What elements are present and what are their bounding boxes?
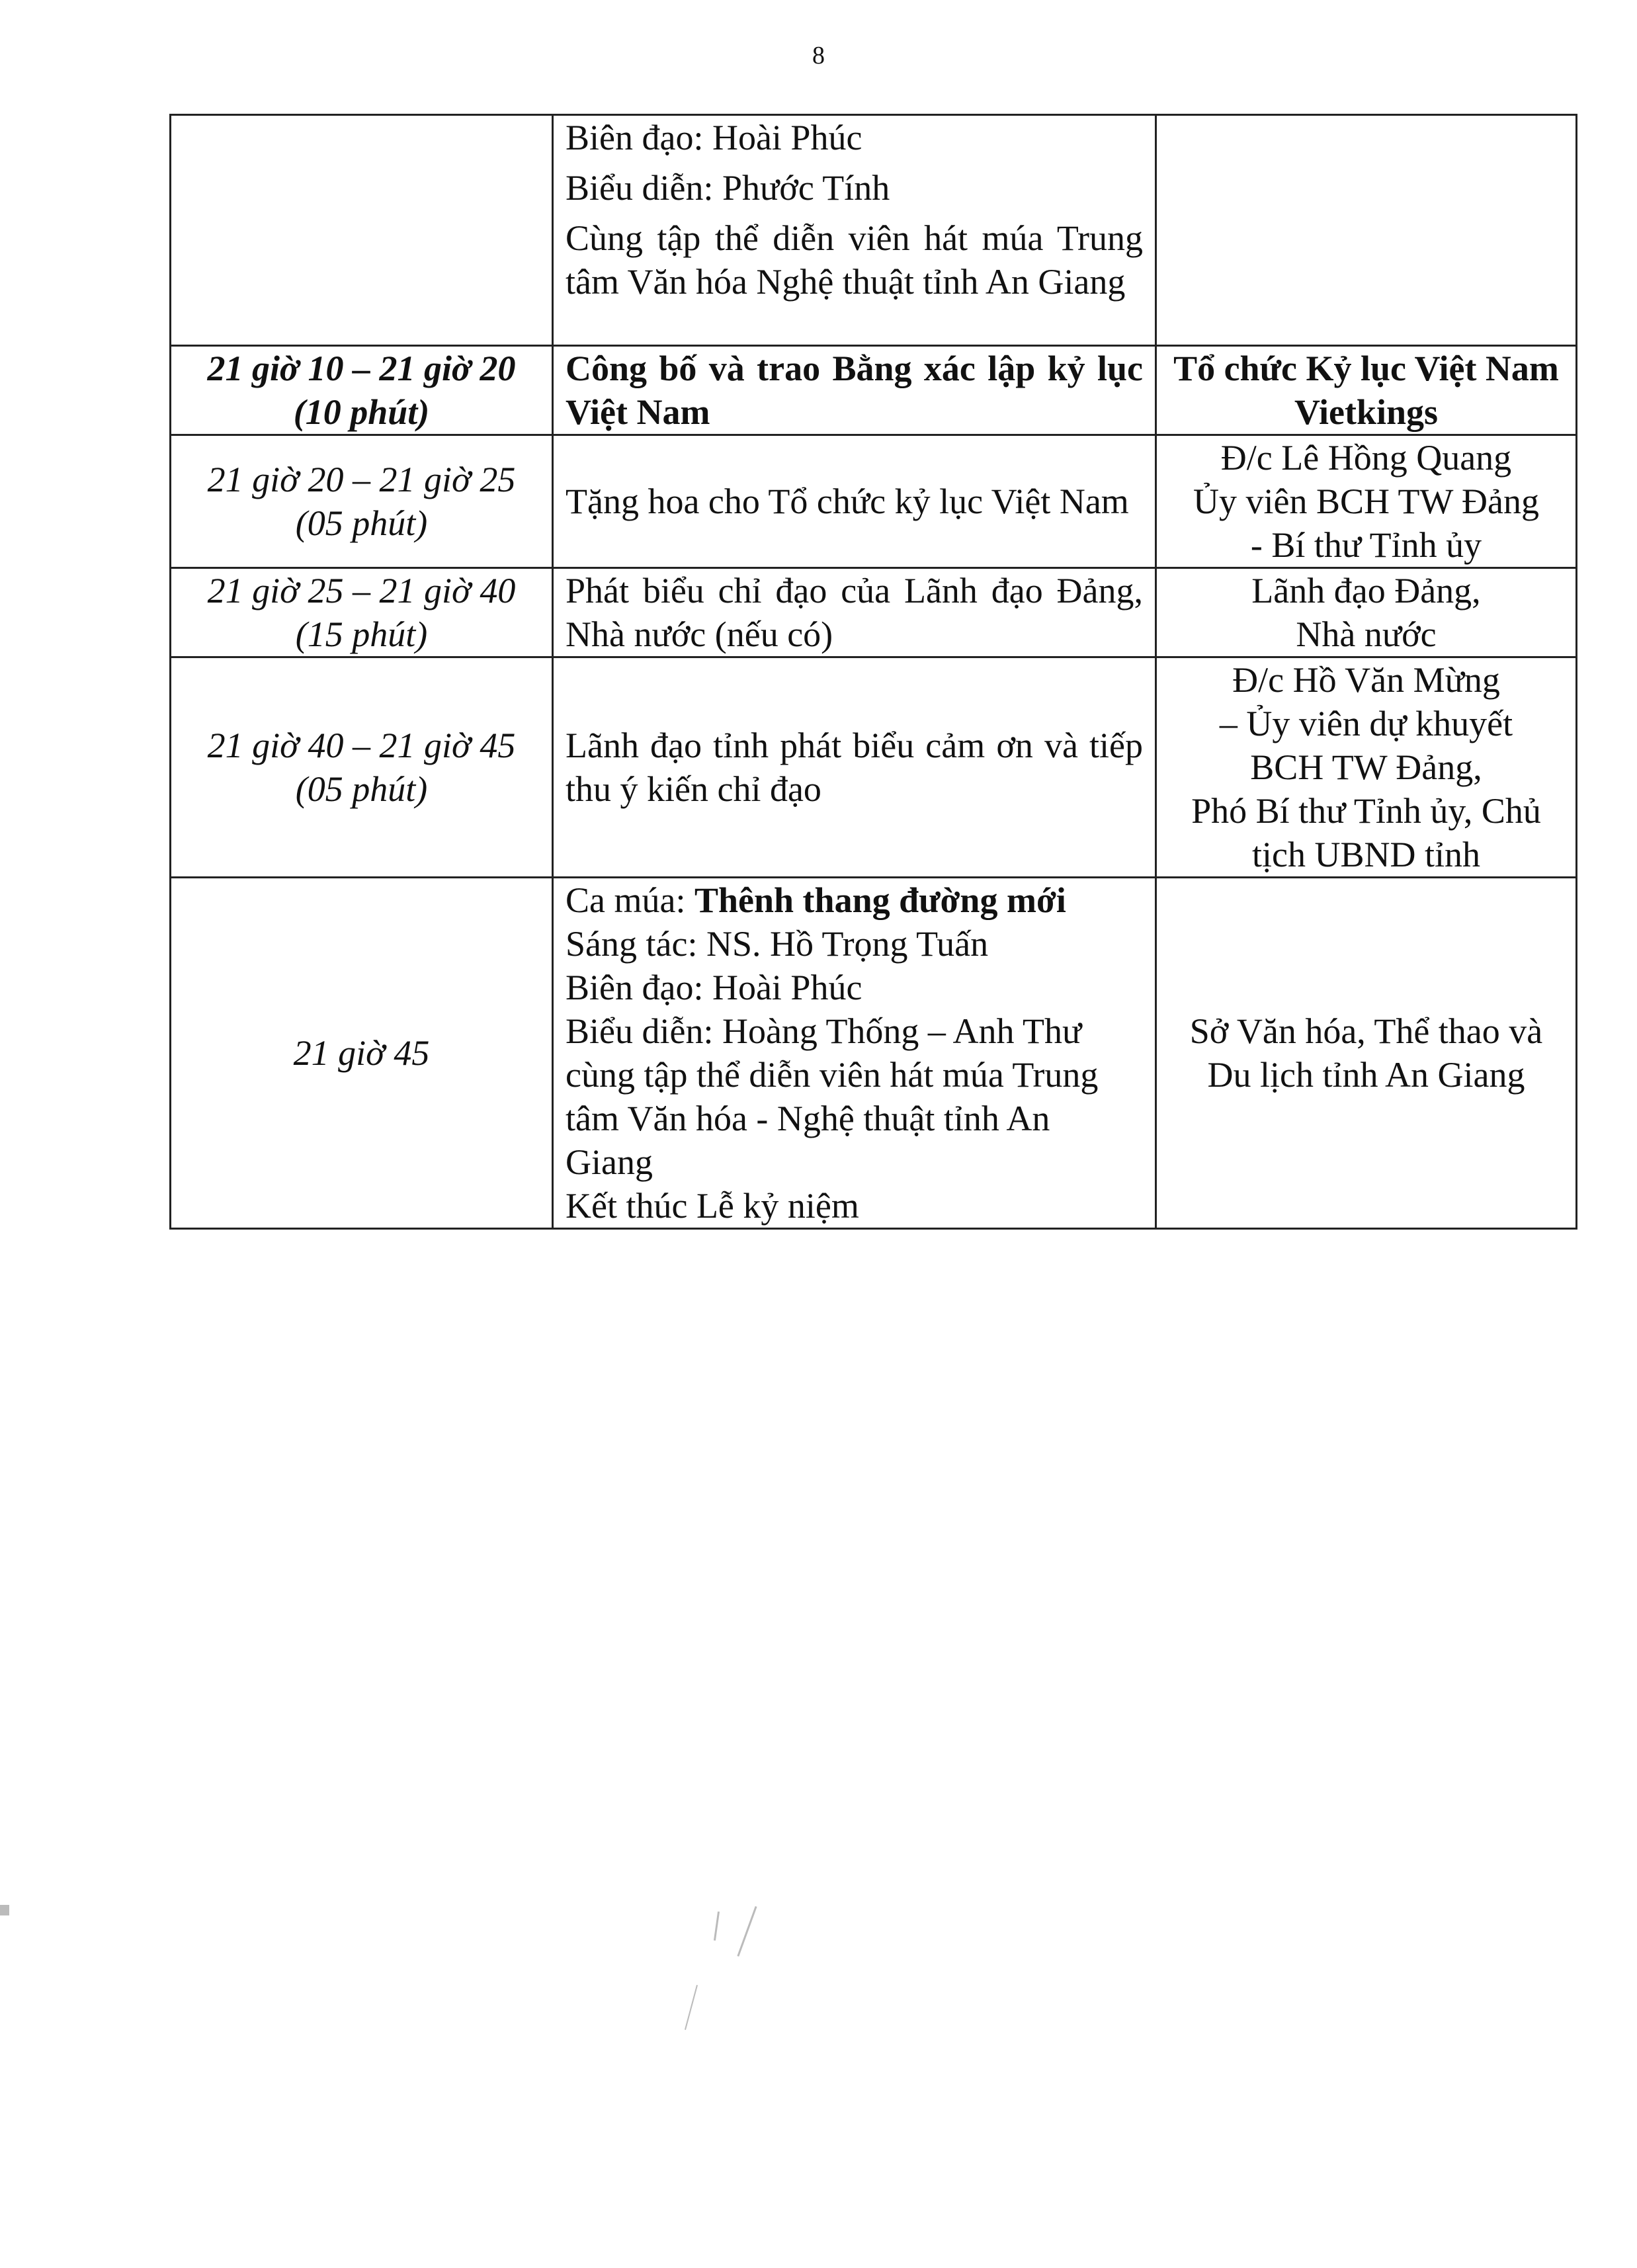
time-cell <box>171 346 553 435</box>
responsible-line: – Ủy viên dự khuyết <box>1219 704 1513 743</box>
duration: (10 phút) <box>293 392 430 432</box>
responsible-cell: Tổ chức Kỷ lục Việt Nam Vietkings <box>1156 346 1577 435</box>
page-number: 8 <box>812 42 825 69</box>
content-line: Biểu diễn: Phước Tính <box>566 168 890 208</box>
time-range: 21 giờ 10 – 21 giờ 20 <box>207 349 516 388</box>
content-cell: Lãnh đạo tỉnh phát biểu cảm ơn và tiếp thu ý kiến chỉ đạo <box>553 657 1156 878</box>
scan-mark <box>737 1906 757 1956</box>
scan-mark <box>685 1985 698 2030</box>
responsible-line: Ủy viên BCH TW Đảng <box>1193 482 1539 521</box>
time-cell <box>171 435 553 568</box>
table-row <box>171 435 1577 568</box>
table-row <box>171 115 1577 346</box>
scan-mark <box>0 1905 9 1915</box>
table-row <box>171 568 1577 657</box>
responsible-cell <box>1156 435 1577 568</box>
time-range: 21 giờ 20 – 21 giờ 25 <box>207 460 516 499</box>
responsible-cell <box>1156 657 1577 878</box>
duration: (15 phút) <box>295 614 428 654</box>
responsible-cell: Sở Văn hóa, Thể thao và Du lịch tỉnh An Giang <box>1156 878 1577 1229</box>
content-line: Biên đạo: Hoài Phúc <box>566 118 862 157</box>
content-line <box>566 878 1143 922</box>
content-cell: Công bố và trao Bằng xác lập kỷ lục Việt Nam <box>553 346 1156 435</box>
content-line: Biểu diễn: Hoàng Thống – Anh Thư cùng tập thể diễn viên hát múa Trung tâm Văn hóa - Nghệ thuật tỉnh An Giang <box>566 1011 1099 1182</box>
content-line: Cùng tập thể diễn viên hát múa Trung tâm Văn hóa Nghệ thuật tỉnh An Giang <box>566 218 1143 302</box>
content-line: Biên đạo: Hoài Phúc <box>566 968 862 1007</box>
content-line: Kết thúc Lễ kỷ niệm <box>566 1186 859 1226</box>
table-row <box>171 346 1577 435</box>
duration: (05 phút) <box>295 503 428 543</box>
responsible-line: BCH TW Đảng, <box>1250 747 1482 787</box>
time-cell <box>171 115 553 346</box>
responsible-line: Phó Bí thư Tỉnh ủy, Chủ tịch UBND tỉnh <box>1191 791 1541 874</box>
program-schedule-table <box>169 114 1577 1230</box>
time-range: 21 giờ 40 – 21 giờ 45 <box>207 726 516 765</box>
content-cell: Tặng hoa cho Tổ chức kỷ lục Việt Nam <box>553 435 1156 568</box>
time-range: 21 giờ 25 – 21 giờ 40 <box>207 571 516 610</box>
content-cell: Phát biểu chỉ đạo của Lãnh đạo Đảng, Nhà nước (nếu có) <box>553 568 1156 657</box>
responsible-line: Đ/c Lê Hồng Quang <box>1220 438 1512 478</box>
content-cell <box>553 878 1156 1229</box>
duration: (05 phút) <box>295 769 428 809</box>
responsible-cell <box>1156 115 1577 346</box>
scan-mark <box>714 1911 720 1941</box>
responsible-cell <box>1156 568 1577 657</box>
time-cell: 21 giờ 45 <box>171 878 553 1229</box>
responsible-line: Lãnh đạo Đảng, <box>1251 571 1481 610</box>
responsible-line: Nhà nước <box>1296 614 1437 654</box>
content-cell <box>553 115 1156 346</box>
responsible-line: Đ/c Hồ Văn Mừng <box>1232 660 1500 700</box>
time-cell <box>171 568 553 657</box>
table-row <box>171 878 1577 1229</box>
content-line: Sáng tác: NS. Hồ Trọng Tuấn <box>566 924 989 964</box>
performance-title: Thênh thang đường mới <box>694 880 1066 920</box>
table-row <box>171 657 1577 878</box>
responsible-line: - Bí thư Tỉnh ủy <box>1250 525 1482 565</box>
time-cell <box>171 657 553 878</box>
content-prefix: Ca múa: <box>566 880 694 920</box>
